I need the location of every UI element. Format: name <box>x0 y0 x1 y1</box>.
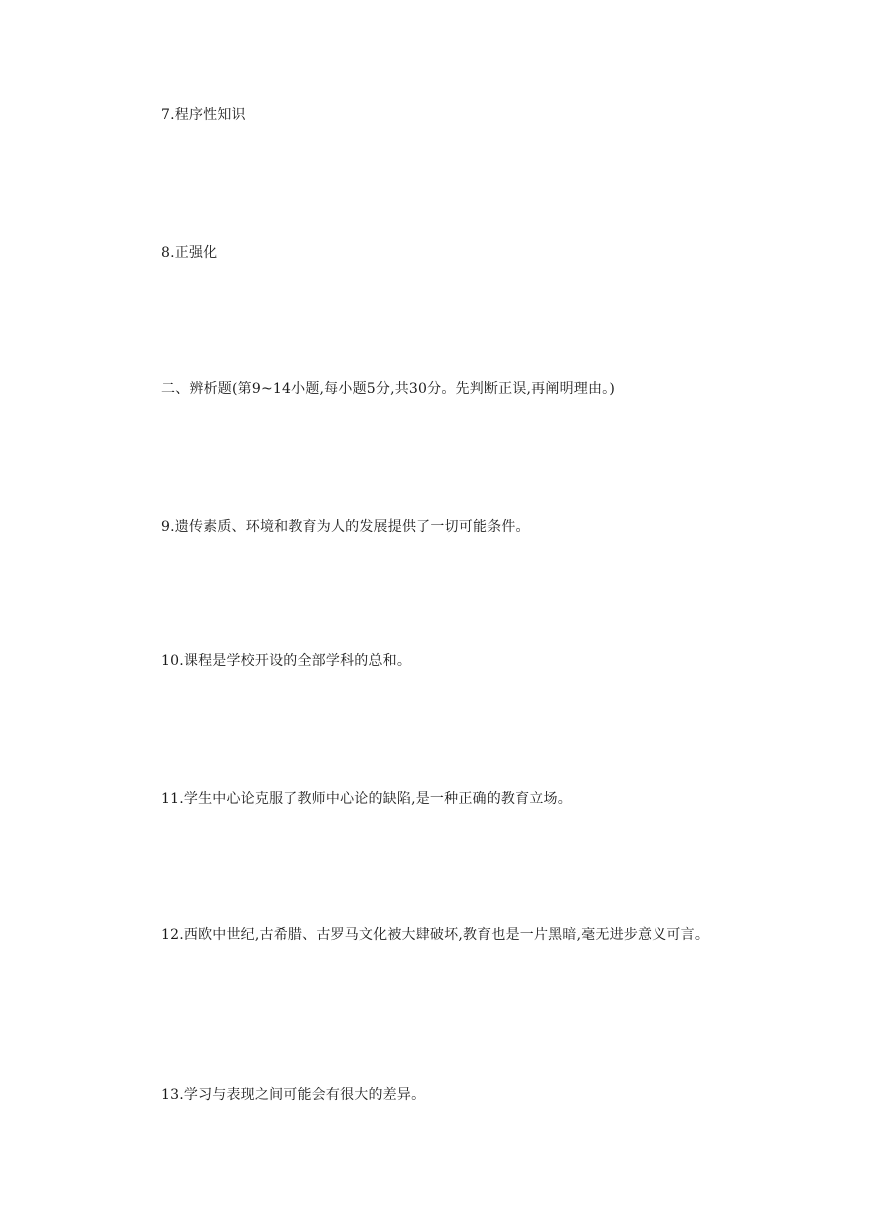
question-item-9: 9.遗传素质、环境和教育为人的发展提供了一切可能条件。 <box>161 519 530 535</box>
term-item-7: 7.程序性知识 <box>161 107 246 123</box>
question-item-13: 13.学习与表现之间可能会有很大的差异。 <box>161 1087 426 1103</box>
question-item-12: 12.西欧中世纪,古希腊、古罗马文化被大肆破坏,教育也是一片黑暗,毫无进步意义可言。 <box>161 927 710 943</box>
term-item-8: 8.正强化 <box>161 245 218 261</box>
section-heading-analysis: 二、辨析题(第9~14小题,每小题5分,共30分。先判断正误,再阐明理由。) <box>161 381 616 397</box>
question-item-10: 10.课程是学校开设的全部学科的总和。 <box>161 653 412 669</box>
question-item-11: 11.学生中心论克服了教师中心论的缺陷,是一种正确的教育立场。 <box>161 791 572 807</box>
